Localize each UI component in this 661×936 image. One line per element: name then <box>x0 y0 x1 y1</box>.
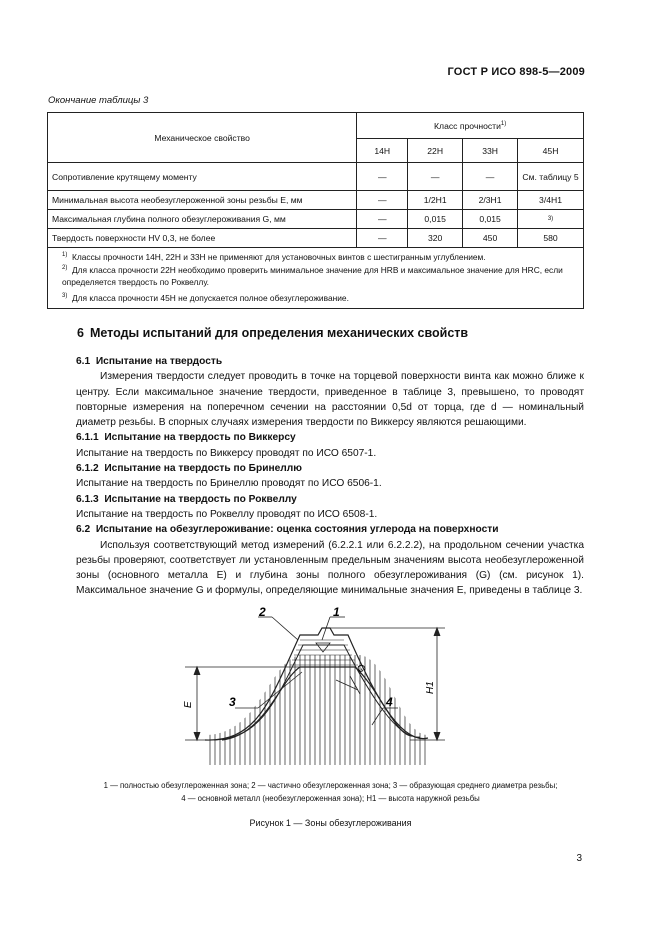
section-6-heading: 6 Методы испытаний для определения механических свойств <box>77 326 469 340</box>
cell: 580 <box>518 229 584 248</box>
cell: 3/4H1 <box>518 191 584 210</box>
paragraph-6-1-1: Испытание на твердость по Виккерсу проводят по ИСО 6507-1. <box>76 447 377 459</box>
class-header: 22H <box>408 139 463 163</box>
heading-6-1: 6.1 Испытание на твердость <box>76 356 223 367</box>
cell: 320 <box>408 229 463 248</box>
row-name: Минимальная высота необезуглероженной зоны резьбы E, мм <box>48 191 357 210</box>
cell: — <box>357 163 408 191</box>
cell: — <box>408 163 463 191</box>
paragraph-6-1-2: Испытание на твердость по Бринеллю проводят по ИСО 6506-1. <box>76 478 382 490</box>
header-class: Класс прочности$^{1)}$ <box>357 113 584 139</box>
paragraph-6-2: Используя соответствующий метод измерений (6.2.2.1 или 6.2.2.2), на продольном сечении участка резьбы проверяют, соответствует ли установленным предельным значениям высота необезуглероженной зоны (основного металла E) и глубина зоны полного обезуглероживания (G) (см. рисунок 1). Максимальное значение G и формулы, определяющие минимальные значения E, приведены в таблице 3. <box>76 539 584 597</box>
thread-profile <box>185 617 445 765</box>
row-name: Твердость поверхности HV 0,3, не более <box>48 229 357 248</box>
class-header: 33H <box>463 139 518 163</box>
class-header: 45H <box>518 139 584 163</box>
heading-6-1-1: 6.1.1 Испытание на твердость по Виккерсу <box>76 432 296 444</box>
figure-legend <box>48 779 613 805</box>
label-E: E <box>183 701 194 708</box>
table-caption: Окончание таблицы 3 <box>48 95 149 106</box>
cell: 450 <box>463 229 518 248</box>
cell: — <box>463 163 518 191</box>
class-header: 14H <box>357 139 408 163</box>
document-code: ГОСТ Р ИСО 898-5—2009 <box>447 66 585 78</box>
footnote: $^{1)}$ Классы прочности 14H, 22H и 33H не применяют для установочных винтов с шестигранным углублением. <box>62 251 486 262</box>
heading-6-1-2: 6.1.2 Испытание на твердость по Бринеллю <box>76 463 302 475</box>
label-1: 1 <box>333 605 340 619</box>
label-G: G <box>353 662 368 675</box>
page-number: 3 <box>576 853 582 864</box>
paragraph-6-1-3: Испытание на твердость по Роквеллу проводят по ИСО 6508-1. <box>76 508 378 520</box>
label-H1: H1 <box>425 681 436 694</box>
footnote: $^{3)}$ Для класса прочности 45H не допускается полное обезуглероживание. <box>62 292 349 303</box>
legend-line: 4 — основной металл (необезуглероженная зона); H1 — высота наружной резьбы <box>181 794 480 803</box>
base-metal-hatching <box>210 640 425 765</box>
cell: — <box>357 229 408 248</box>
cell: 0,015 <box>463 210 518 229</box>
cell: — <box>357 191 408 210</box>
paragraph-6-1: Измерения твердости следует проводить в точке на торцевой поверхности винта как можно ближе к центру. Если максимальное значение твердости, приведенное в таблице 3, превышено, то проводят повторные измерения на поперечном сечении на расстоянии 0,5d от торца, где d — номинальный диаметр резьбы. В спорных случаях измерения твердости по Виккерсу являются решающими. <box>76 371 584 429</box>
cell: 3) <box>518 210 584 229</box>
cell: См. таблицу 5 <box>518 163 584 191</box>
label-2: 2 <box>259 605 266 619</box>
row-name: Максимальная глубина полного обезуглероживания G, мм <box>48 210 357 229</box>
label-3: 3 <box>229 695 236 709</box>
cell: 2/3H1 <box>463 191 518 210</box>
label-4: 4 <box>386 695 393 709</box>
cell: — <box>357 210 408 229</box>
cell: 1/2H1 <box>408 191 463 210</box>
cell: 0,015 <box>408 210 463 229</box>
heading-6-1-3: 6.1.3 Испытание на твердость по Роквеллу <box>76 493 297 505</box>
legend-line: 1 — полностью обезуглероженная зона; 2 — частично обезуглероженная зона; 3 — образующая среднего диаметра резьбы; <box>103 781 558 790</box>
row-name: Сопротивление крутящему моменту <box>48 163 357 191</box>
heading-6-2: 6.2 Испытание на обезуглероживание: оценка состояния углерода на поверхности <box>76 524 499 536</box>
header-property: Механическое свойство <box>48 113 357 163</box>
footnote: $^{2)}$ Для класса прочности 22H необходимо проверить минимальное значение для HRB и максимальное значение для HRC, если определяется твердость по Роквеллу. <box>62 265 563 287</box>
figure-title: Рисунок 1 — Зоны обезуглероживания <box>249 818 412 828</box>
